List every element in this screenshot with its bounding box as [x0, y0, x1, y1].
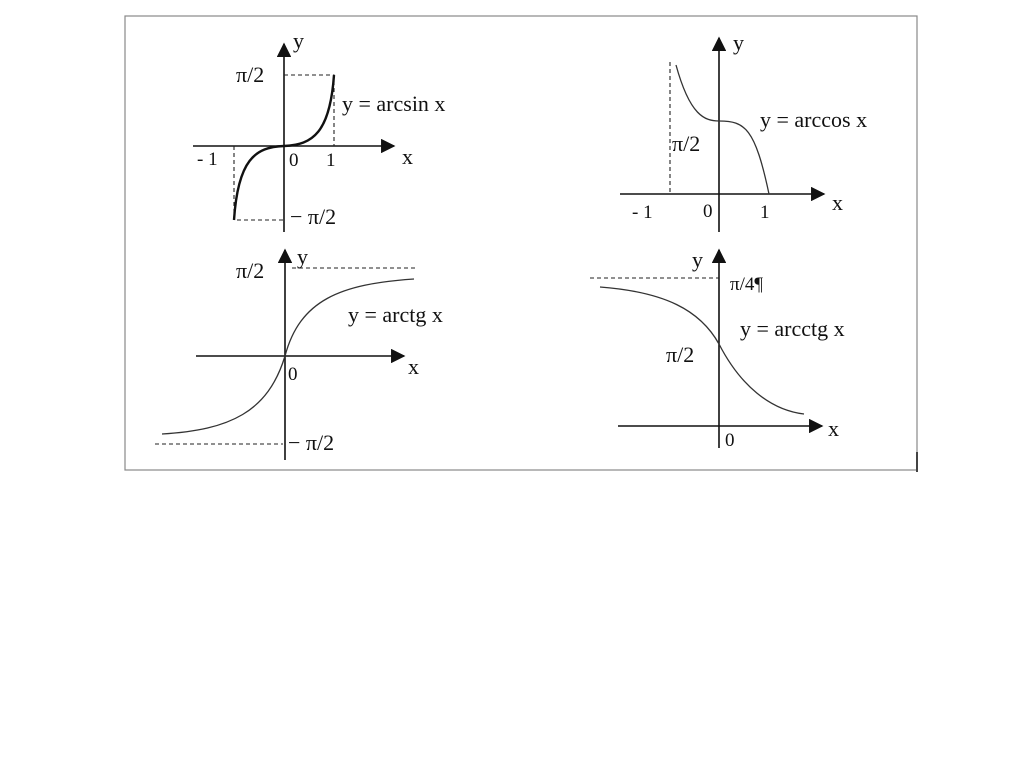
arcctg-formula: y = arcctg x: [740, 316, 845, 341]
arccos-origin-label: 0: [703, 201, 713, 222]
arctg-top-value: π/2: [236, 258, 265, 283]
arcsin-top-value: π/2: [236, 62, 265, 87]
arcctg-origin-label: 0: [725, 430, 735, 451]
arctg-bottom-value: − π/2: [288, 430, 335, 455]
arcsin-x-label: x: [402, 144, 413, 169]
arctg-origin-label: 0: [288, 364, 298, 385]
arcsin-y-label: y: [293, 28, 304, 53]
arcsin-formula: y = arcsin x: [342, 91, 446, 116]
arctg-formula: y = arctg x: [348, 302, 443, 327]
arccos-y-label: y: [733, 30, 744, 55]
arccos-neg-one-tick: - 1: [632, 202, 653, 223]
arctg-y-label: y: [297, 244, 308, 269]
arccos-one-tick: 1: [760, 202, 770, 223]
arcctg-mid-value: π/2: [666, 342, 695, 367]
arcctg-top-value: π/4¶: [730, 274, 763, 295]
arccos-formula: y = arccos x: [760, 107, 868, 132]
arcctg-x-label: x: [828, 416, 839, 441]
arcsin-one-tick: 1: [326, 150, 336, 171]
arctg-x-label: x: [408, 354, 419, 379]
arcsin-bottom-value: − π/2: [290, 204, 337, 229]
arccos-mid-value: π/2: [672, 131, 701, 156]
arccos-x-label: x: [832, 190, 843, 215]
arcsin-origin-label: 0: [289, 150, 299, 171]
arcctg-y-label: y: [692, 247, 703, 272]
arcsin-neg-one-tick: - 1: [197, 149, 218, 170]
